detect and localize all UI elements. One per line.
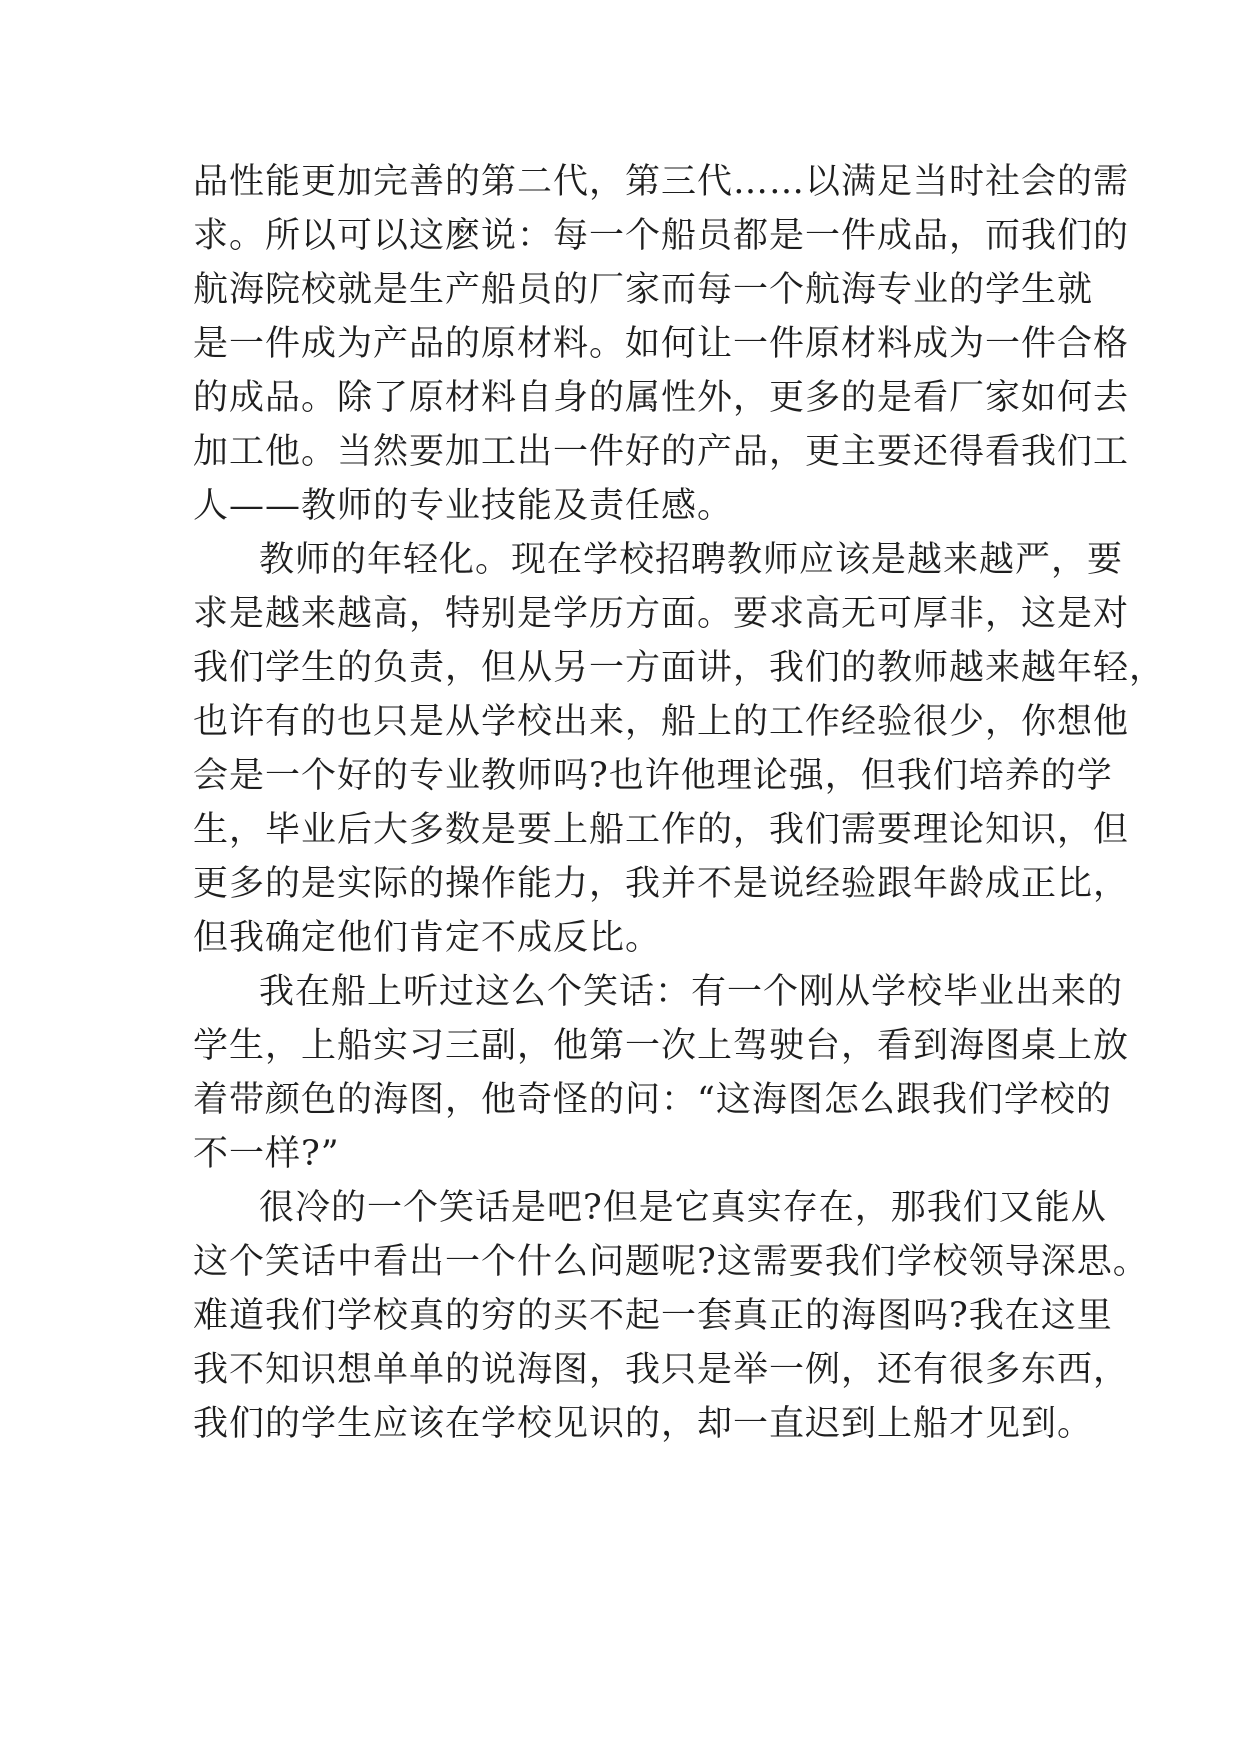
text-line: 求是越来越高，特别是学历方面。要求高无可厚非，这是对 bbox=[193, 594, 1130, 634]
text-line: 我不知识想单单的说海图，我只是举一例，还有很多东西， bbox=[193, 1350, 1130, 1390]
text-line: 但我确定他们肯定不成反比。 bbox=[193, 918, 662, 958]
text-line: 不一样?” bbox=[193, 1134, 340, 1174]
text-line: 是一件成为产品的原材料。如何让一件原材料成为一件合格 bbox=[193, 324, 1130, 364]
text-line: 更多的是实际的操作能力，我并不是说经验跟年龄成正比， bbox=[193, 864, 1130, 904]
text-line: 学生，上船实习三副，他第一次上驾驶台，看到海图桌上放 bbox=[193, 1026, 1130, 1066]
text-line: 求。所以可以这麽说：每一个船员都是一件成品，而我们的 bbox=[193, 216, 1130, 256]
text-line: 品性能更加完善的第二代，第三代……以满足当时社会的需 bbox=[193, 162, 1130, 202]
text-line: 的成品。除了原材料自身的属性外，更多的是看厂家如何去 bbox=[193, 378, 1130, 418]
text-line: 加工他。当然要加工出一件好的产品，更主要还得看我们工 bbox=[193, 432, 1130, 472]
text-line: 我们学生的负责，但从另一方面讲，我们的教师越来越年轻， bbox=[193, 648, 1166, 688]
document-body bbox=[193, 155, 1166, 1451]
paragraph-first-line: 很冷的一个笑话是吧?但是它真实存在，那我们又能从 bbox=[259, 1188, 1107, 1228]
text-line: 也许有的也只是从学校出来，船上的工作经验很少，你想他 bbox=[193, 702, 1130, 742]
text-line: 人——教师的专业技能及责任感。 bbox=[193, 486, 734, 526]
text-line: 难道我们学校真的穷的买不起一套真正的海图吗?我在这里 bbox=[193, 1296, 1113, 1336]
text-line: 会是一个好的专业教师吗?也许他理论强，但我们培养的学 bbox=[193, 756, 1113, 796]
paragraph-first-line: 教师的年轻化。现在学校招聘教师应该是越来越严，要 bbox=[259, 540, 1124, 580]
text-line: 生，毕业后大多数是要上船工作的，我们需要理论知识，但 bbox=[193, 810, 1130, 850]
text-line: 我们的学生应该在学校见识的，却一直迟到上船才见到。 bbox=[193, 1404, 1094, 1444]
text-line: 航海院校就是生产船员的厂家而每一个航海专业的学生就 bbox=[193, 270, 1094, 310]
text-line: 着带颜色的海图，他奇怪的问：“这海图怎么跟我们学校的 bbox=[193, 1080, 1112, 1120]
text-line: 这个笑话中看出一个什么问题呢?这需要我们学校领导深思。 bbox=[193, 1242, 1149, 1282]
paragraph-first-line: 我在船上听过这么个笑话：有一个刚从学校毕业出来的 bbox=[259, 972, 1124, 1012]
